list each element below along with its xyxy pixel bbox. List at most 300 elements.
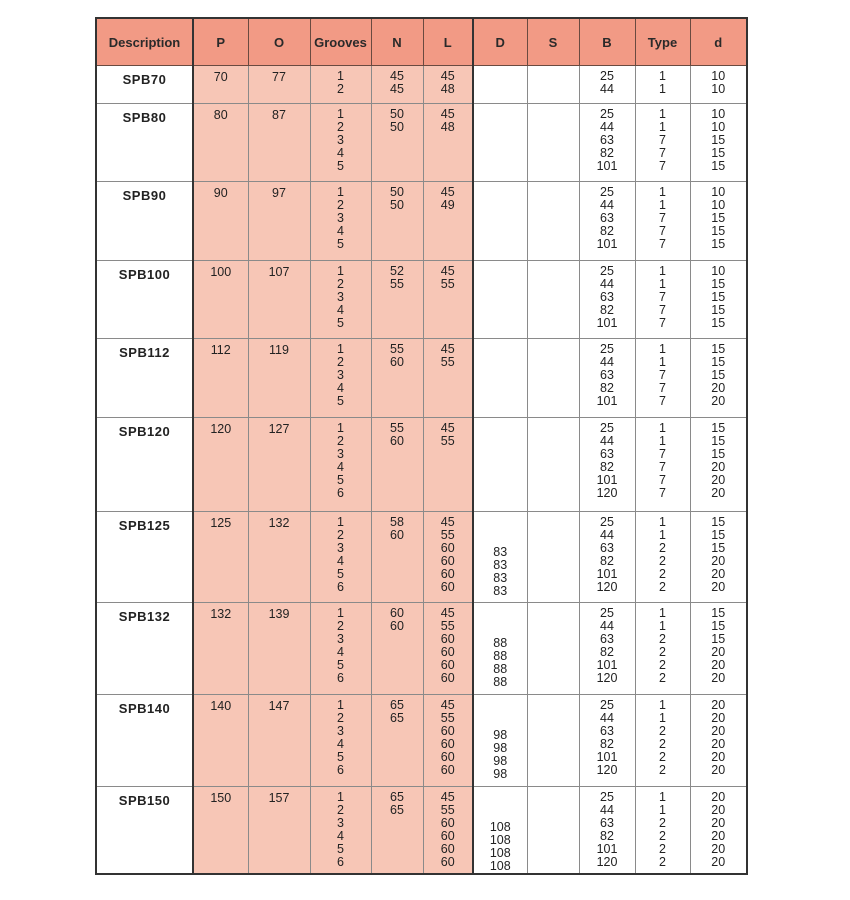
value-description: SPB120	[118, 424, 171, 439]
cell-grooves	[310, 339, 371, 418]
value-line: 15	[711, 421, 726, 435]
cell-n	[371, 104, 423, 182]
value-line: 63	[600, 724, 614, 738]
value-line: 55	[390, 277, 404, 291]
cell-n	[371, 66, 423, 104]
cell-n	[371, 695, 423, 787]
value-line: 5	[337, 567, 344, 581]
value-p: 90	[213, 186, 228, 200]
value-line: 3	[337, 816, 344, 830]
header-b: B	[579, 18, 635, 66]
value-stack	[691, 186, 747, 251]
value-line: 82	[600, 460, 614, 474]
value-line: 50	[390, 198, 404, 212]
value-line: 101	[596, 159, 618, 173]
value-line: 15	[711, 434, 726, 448]
value-line: 20	[711, 580, 726, 594]
cell-s	[527, 261, 579, 339]
value-line: 60	[440, 671, 455, 685]
value-line: 2	[659, 567, 666, 581]
value-line: 101	[596, 750, 618, 764]
cell-s	[527, 104, 579, 182]
value-line: 7	[659, 447, 666, 461]
value-line: 101	[596, 473, 618, 487]
value-o: 127	[268, 422, 290, 436]
value-line: 101	[596, 842, 618, 856]
value-line: 7	[659, 486, 666, 500]
value-line: 44	[600, 803, 614, 817]
value-line: 44	[600, 528, 614, 542]
value-line: 3	[337, 211, 344, 225]
value-stack	[636, 343, 690, 408]
cell-o	[248, 182, 310, 261]
cell-d-bore	[690, 418, 747, 512]
cell-description	[96, 66, 193, 104]
value-stack	[424, 699, 473, 777]
cell-s	[527, 695, 579, 787]
value-line: 20	[711, 486, 726, 500]
value-stack	[691, 699, 747, 777]
cell-l	[423, 603, 473, 695]
value-line: 15	[711, 528, 726, 542]
value-line: 55	[440, 434, 455, 448]
value-stack	[580, 422, 635, 500]
cell-b	[579, 418, 635, 512]
value-line: 2	[659, 658, 666, 672]
value-stack	[580, 343, 635, 408]
value-line: 4	[337, 303, 344, 317]
cell-s	[527, 182, 579, 261]
value-stack	[636, 791, 690, 869]
value-line: 82	[600, 645, 614, 659]
value-line: 1	[659, 264, 666, 278]
value-stack	[311, 186, 371, 251]
cell-d-bore	[690, 512, 747, 603]
cell-p	[193, 512, 248, 603]
cell-grooves	[310, 182, 371, 261]
header-s: S	[527, 18, 579, 66]
cell-d	[473, 787, 527, 875]
value-line: 10	[711, 82, 726, 96]
value-line: 50	[390, 185, 404, 199]
cell-type	[635, 603, 690, 695]
cell-p	[193, 182, 248, 261]
table-row	[96, 104, 747, 182]
value-o: 87	[272, 108, 286, 122]
value-line: 10	[711, 69, 726, 83]
cell-o	[248, 104, 310, 182]
value-line: 60	[390, 606, 404, 620]
value-stack	[691, 70, 747, 96]
cell-d	[473, 339, 527, 418]
cell-type	[635, 418, 690, 512]
value-line: 6	[337, 580, 344, 594]
cell-s	[527, 603, 579, 695]
cell-o	[248, 261, 310, 339]
value-stack	[311, 516, 371, 594]
value-line: 25	[600, 264, 614, 278]
header-o: O	[248, 18, 310, 66]
cell-b	[579, 695, 635, 787]
value-line: 1	[659, 421, 666, 435]
table-row	[96, 695, 747, 787]
value-line: 1	[659, 528, 666, 542]
value-line: 88	[493, 662, 508, 676]
value-o: 157	[268, 791, 290, 805]
value-stack	[372, 422, 423, 448]
value-line: 48	[440, 82, 455, 96]
value-line: 98	[493, 728, 508, 742]
value-line: 25	[600, 342, 614, 356]
value-line: 83	[493, 571, 508, 585]
cell-d-bore	[690, 339, 747, 418]
value-stack	[636, 607, 690, 685]
value-line: 60	[440, 763, 455, 777]
value-line: 2	[659, 580, 666, 594]
value-line: 7	[659, 224, 666, 238]
table-row	[96, 418, 747, 512]
value-line: 15	[711, 541, 726, 555]
value-o: 147	[268, 699, 290, 713]
value-line: 1	[337, 421, 344, 435]
value-line: 7	[659, 237, 666, 251]
value-line: 2	[337, 277, 344, 291]
cell-d-bore	[690, 66, 747, 104]
value-line: 82	[600, 554, 614, 568]
value-line: 1	[659, 434, 666, 448]
value-stack	[691, 422, 747, 500]
value-line: 20	[711, 803, 726, 817]
value-o: 119	[269, 343, 289, 357]
value-line: 20	[711, 750, 726, 764]
value-line: 20	[711, 394, 726, 408]
cell-l	[423, 66, 473, 104]
value-line: 44	[600, 120, 614, 134]
value-line: 7	[659, 473, 666, 487]
value-stack	[372, 791, 423, 817]
cell-n	[371, 512, 423, 603]
value-stack	[424, 422, 473, 448]
value-stack	[311, 791, 371, 869]
value-line: 55	[440, 803, 455, 817]
value-line: 15	[711, 159, 726, 173]
value-line: 82	[600, 303, 614, 317]
value-line: 60	[390, 528, 404, 542]
cell-n	[371, 787, 423, 875]
value-line: 3	[337, 541, 344, 555]
value-line: 2	[659, 855, 666, 869]
value-stack	[311, 343, 371, 408]
value-o: 77	[272, 70, 286, 84]
value-line: 4	[337, 146, 344, 160]
cell-d	[473, 182, 527, 261]
value-line: 20	[711, 855, 726, 869]
value-line: 15	[711, 303, 726, 317]
value-stack	[424, 516, 473, 594]
value-stack	[474, 607, 527, 689]
value-line: 108	[489, 820, 511, 834]
value-stack	[580, 70, 635, 96]
value-line: 88	[493, 675, 508, 689]
value-line: 6	[337, 763, 344, 777]
cell-l	[423, 512, 473, 603]
value-line: 5	[337, 473, 344, 487]
value-line: 83	[493, 545, 508, 559]
value-line: 60	[390, 619, 404, 633]
cell-type	[635, 339, 690, 418]
cell-d	[473, 603, 527, 695]
value-line: 63	[600, 133, 614, 147]
value-o: 139	[268, 607, 290, 621]
value-line: 5	[337, 159, 344, 173]
value-line: 45	[440, 185, 455, 199]
value-stack	[580, 186, 635, 251]
value-stack	[424, 791, 473, 869]
cell-grooves	[310, 66, 371, 104]
value-stack	[372, 186, 423, 212]
value-o: 132	[268, 516, 290, 530]
value-stack	[636, 186, 690, 251]
value-line: 82	[600, 381, 614, 395]
value-line: 7	[659, 460, 666, 474]
value-line: 55	[440, 528, 455, 542]
value-p: 132	[210, 607, 232, 621]
value-line: 45	[440, 69, 455, 83]
cell-d	[473, 418, 527, 512]
cell-l	[423, 261, 473, 339]
value-line: 2	[337, 198, 344, 212]
value-line: 101	[596, 316, 618, 330]
value-line: 2	[659, 554, 666, 568]
value-line: 101	[596, 658, 618, 672]
cell-o	[248, 787, 310, 875]
value-line: 7	[659, 290, 666, 304]
value-line: 2	[659, 671, 666, 685]
value-line: 20	[711, 737, 726, 751]
cell-d-bore	[690, 787, 747, 875]
value-p: 150	[210, 791, 232, 805]
value-line: 20	[711, 658, 726, 672]
cell-n	[371, 261, 423, 339]
value-stack	[311, 108, 371, 173]
cell-description	[96, 418, 193, 512]
value-line: 55	[440, 277, 455, 291]
value-line: 108	[489, 859, 511, 873]
cell-d-bore	[690, 104, 747, 182]
value-stack	[372, 265, 423, 291]
header-d: D	[473, 18, 527, 66]
cell-grooves	[310, 261, 371, 339]
value-line: 60	[440, 632, 455, 646]
value-line: 2	[337, 803, 344, 817]
value-line: 4	[337, 829, 344, 843]
value-line: 60	[440, 816, 455, 830]
value-line: 15	[711, 316, 726, 330]
value-line: 120	[596, 671, 618, 685]
value-line: 2	[659, 724, 666, 738]
value-line: 44	[600, 198, 614, 212]
value-line: 3	[337, 724, 344, 738]
value-line: 60	[390, 355, 404, 369]
table-row	[96, 261, 747, 339]
value-line: 25	[600, 515, 614, 529]
cell-l	[423, 182, 473, 261]
value-stack	[372, 607, 423, 633]
cell-grooves	[310, 418, 371, 512]
cell-o	[248, 66, 310, 104]
value-line: 45	[440, 421, 455, 435]
value-line: 1	[659, 342, 666, 356]
value-line: 82	[600, 829, 614, 843]
cell-d	[473, 512, 527, 603]
value-line: 15	[711, 211, 726, 225]
value-stack	[636, 699, 690, 777]
cell-s	[527, 339, 579, 418]
cell-b	[579, 66, 635, 104]
value-line: 20	[711, 473, 726, 487]
cell-type	[635, 512, 690, 603]
value-line: 60	[440, 855, 455, 869]
value-line: 52	[390, 264, 404, 278]
value-line: 15	[711, 290, 726, 304]
spb-pulley-spec-table	[95, 17, 748, 875]
value-line: 4	[337, 554, 344, 568]
value-p: 112	[210, 343, 231, 357]
value-line: 3	[337, 290, 344, 304]
value-line: 15	[711, 619, 726, 633]
value-line: 120	[596, 486, 618, 500]
value-line: 55	[390, 342, 404, 356]
value-line: 101	[596, 237, 618, 251]
value-line: 58	[390, 515, 404, 529]
value-stack	[691, 108, 747, 173]
value-line: 44	[600, 619, 614, 633]
value-line: 65	[390, 698, 404, 712]
value-stack	[424, 265, 473, 291]
value-line: 7	[659, 381, 666, 395]
value-stack	[424, 70, 473, 96]
value-line: 15	[711, 515, 726, 529]
value-stack	[691, 607, 747, 685]
value-description: SPB125	[118, 518, 171, 533]
value-line: 60	[440, 750, 455, 764]
value-line: 65	[390, 790, 404, 804]
value-line: 2	[659, 816, 666, 830]
value-line: 55	[440, 619, 455, 633]
table-row	[96, 787, 747, 875]
cell-b	[579, 512, 635, 603]
value-line: 45	[440, 698, 455, 712]
value-stack	[691, 516, 747, 594]
value-line: 5	[337, 316, 344, 330]
value-line: 4	[337, 737, 344, 751]
value-stack	[636, 265, 690, 330]
value-line: 45	[390, 82, 404, 96]
value-description: SPB140	[118, 701, 171, 716]
value-line: 1	[659, 120, 666, 134]
value-stack	[424, 607, 473, 685]
value-line: 2	[659, 763, 666, 777]
value-line: 15	[711, 224, 726, 238]
cell-p	[193, 261, 248, 339]
value-p: 125	[210, 516, 232, 530]
value-line: 65	[390, 803, 404, 817]
value-stack	[311, 422, 371, 500]
value-line: 45	[440, 264, 455, 278]
value-line: 4	[337, 224, 344, 238]
value-stack	[372, 70, 423, 96]
cell-b	[579, 104, 635, 182]
value-line: 2	[659, 645, 666, 659]
value-line: 7	[659, 146, 666, 160]
value-stack	[372, 108, 423, 134]
cell-p	[193, 339, 248, 418]
value-p: 140	[210, 699, 232, 713]
value-line: 1	[337, 107, 344, 121]
value-stack	[311, 265, 371, 330]
cell-p	[193, 695, 248, 787]
value-stack	[474, 699, 527, 781]
cell-b	[579, 182, 635, 261]
cell-grooves	[310, 787, 371, 875]
cell-description	[96, 182, 193, 261]
value-line: 7	[659, 159, 666, 173]
value-line: 1	[659, 606, 666, 620]
value-line: 15	[711, 355, 726, 369]
value-description: SPB150	[118, 793, 171, 808]
value-line: 50	[390, 120, 404, 134]
value-line: 45	[390, 69, 404, 83]
cell-n	[371, 182, 423, 261]
header-type: Type	[635, 18, 690, 66]
cell-description	[96, 603, 193, 695]
value-line: 88	[493, 636, 508, 650]
value-line: 60	[440, 541, 455, 555]
value-line: 60	[440, 580, 455, 594]
value-line: 4	[337, 645, 344, 659]
value-line: 20	[711, 554, 726, 568]
value-line: 88	[493, 649, 508, 663]
value-line: 49	[440, 198, 455, 212]
value-stack	[636, 70, 690, 96]
cell-type	[635, 66, 690, 104]
value-description: SPB112	[119, 345, 170, 360]
header-l: L	[423, 18, 473, 66]
value-line: 44	[600, 434, 614, 448]
table-row	[96, 603, 747, 695]
value-line: 6	[337, 671, 344, 685]
cell-description	[96, 339, 193, 418]
value-line: 25	[600, 698, 614, 712]
value-stack	[424, 108, 473, 134]
value-line: 25	[600, 107, 614, 121]
value-line: 50	[390, 107, 404, 121]
value-line: 98	[493, 741, 508, 755]
value-stack	[424, 186, 473, 212]
cell-s	[527, 512, 579, 603]
value-line: 10	[711, 120, 726, 134]
value-o: 97	[272, 186, 286, 200]
value-line: 3	[337, 447, 344, 461]
value-line: 1	[659, 619, 666, 633]
value-line: 55	[390, 421, 404, 435]
value-line: 1	[337, 698, 344, 712]
value-line: 83	[493, 584, 508, 598]
value-line: 101	[596, 394, 618, 408]
cell-grooves	[310, 603, 371, 695]
value-stack	[580, 516, 635, 594]
value-line: 5	[337, 658, 344, 672]
